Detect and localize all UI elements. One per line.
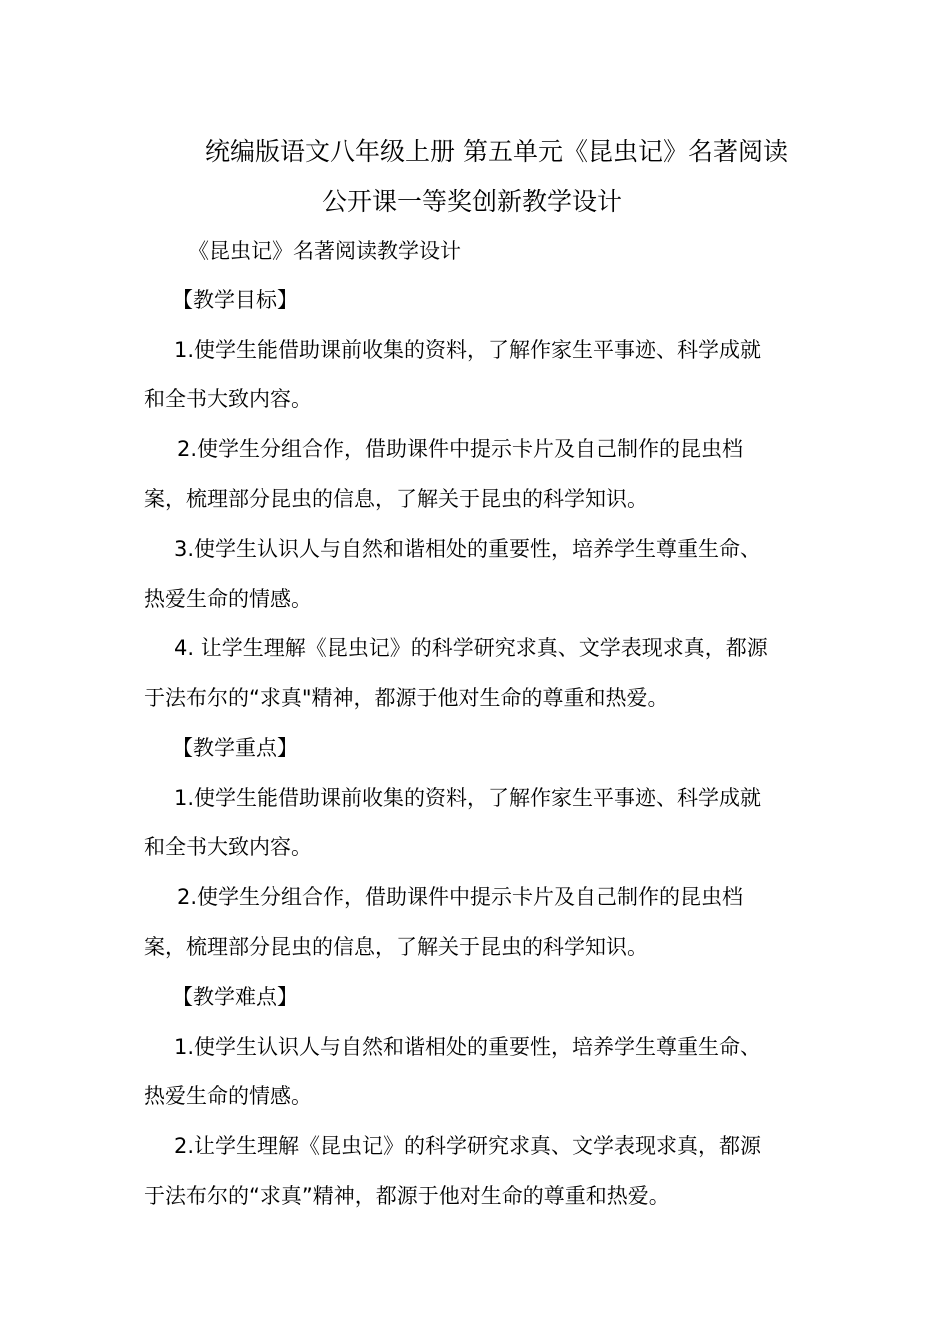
objective-1-line2: 和全书大致内容。 <box>144 387 312 411</box>
key-point-2-line1: 2.使学生分组合作，借助课件中提示卡片及自己制作的昆虫档 <box>177 885 744 909</box>
key-point-2-line2: 案，梳理部分昆虫的信息，了解关于昆虫的科学知识。 <box>144 935 648 959</box>
objective-3-line1: 3.使学生认识人与自然和谐相处的重要性，培养学生尊重生命、 <box>174 537 762 561</box>
objective-4-line2: 于法布尔的“求真"精神，都源于他对生命的尊重和热爱。 <box>144 686 669 710</box>
difficulty-1-line1: 1.使学生认识人与自然和谐相处的重要性，培养学生尊重生命、 <box>174 1035 762 1059</box>
objectives-heading: 【教学目标】 <box>172 288 298 312</box>
objective-1-line1: 1.使学生能借助课前收集的资料，了解作家生平事迹、科学成就 <box>174 338 762 362</box>
difficulties-heading: 【教学难点】 <box>172 985 298 1009</box>
objective-4-line1: 4. 让学生理解《昆虫记》的科学研究求真、文学表现求真，都源 <box>174 636 768 660</box>
objective-2-line1: 2.使学生分组合作，借助课件中提示卡片及自己制作的昆虫档 <box>177 437 744 461</box>
document-subtitle: 《昆虫记》名著阅读教学设计 <box>188 239 461 263</box>
objective-2-line2: 案，梳理部分昆虫的信息，了解关于昆虫的科学知识。 <box>144 487 648 511</box>
key-point-1-line2: 和全书大致内容。 <box>144 835 312 859</box>
document-title-line1: 统编版语文八年级上册 第五单元《昆虫记》名著阅读 <box>205 137 788 166</box>
difficulty-1-line2: 热爱生命的情感。 <box>144 1084 312 1108</box>
difficulty-2-line1: 2.让学生理解《昆虫记》的科学研究求真、文学表现求真，都源 <box>174 1134 762 1158</box>
key-points-heading: 【教学重点】 <box>172 736 298 760</box>
key-point-1-line1: 1.使学生能借助课前收集的资料，了解作家生平事迹、科学成就 <box>174 786 762 810</box>
objective-3-line2: 热爱生命的情感。 <box>144 587 312 611</box>
document-title-line2: 公开课一等奖创新教学设计 <box>322 187 623 216</box>
difficulty-2-line2: 于法布尔的“求真”精神，都源于他对生命的尊重和热爱。 <box>144 1184 670 1208</box>
